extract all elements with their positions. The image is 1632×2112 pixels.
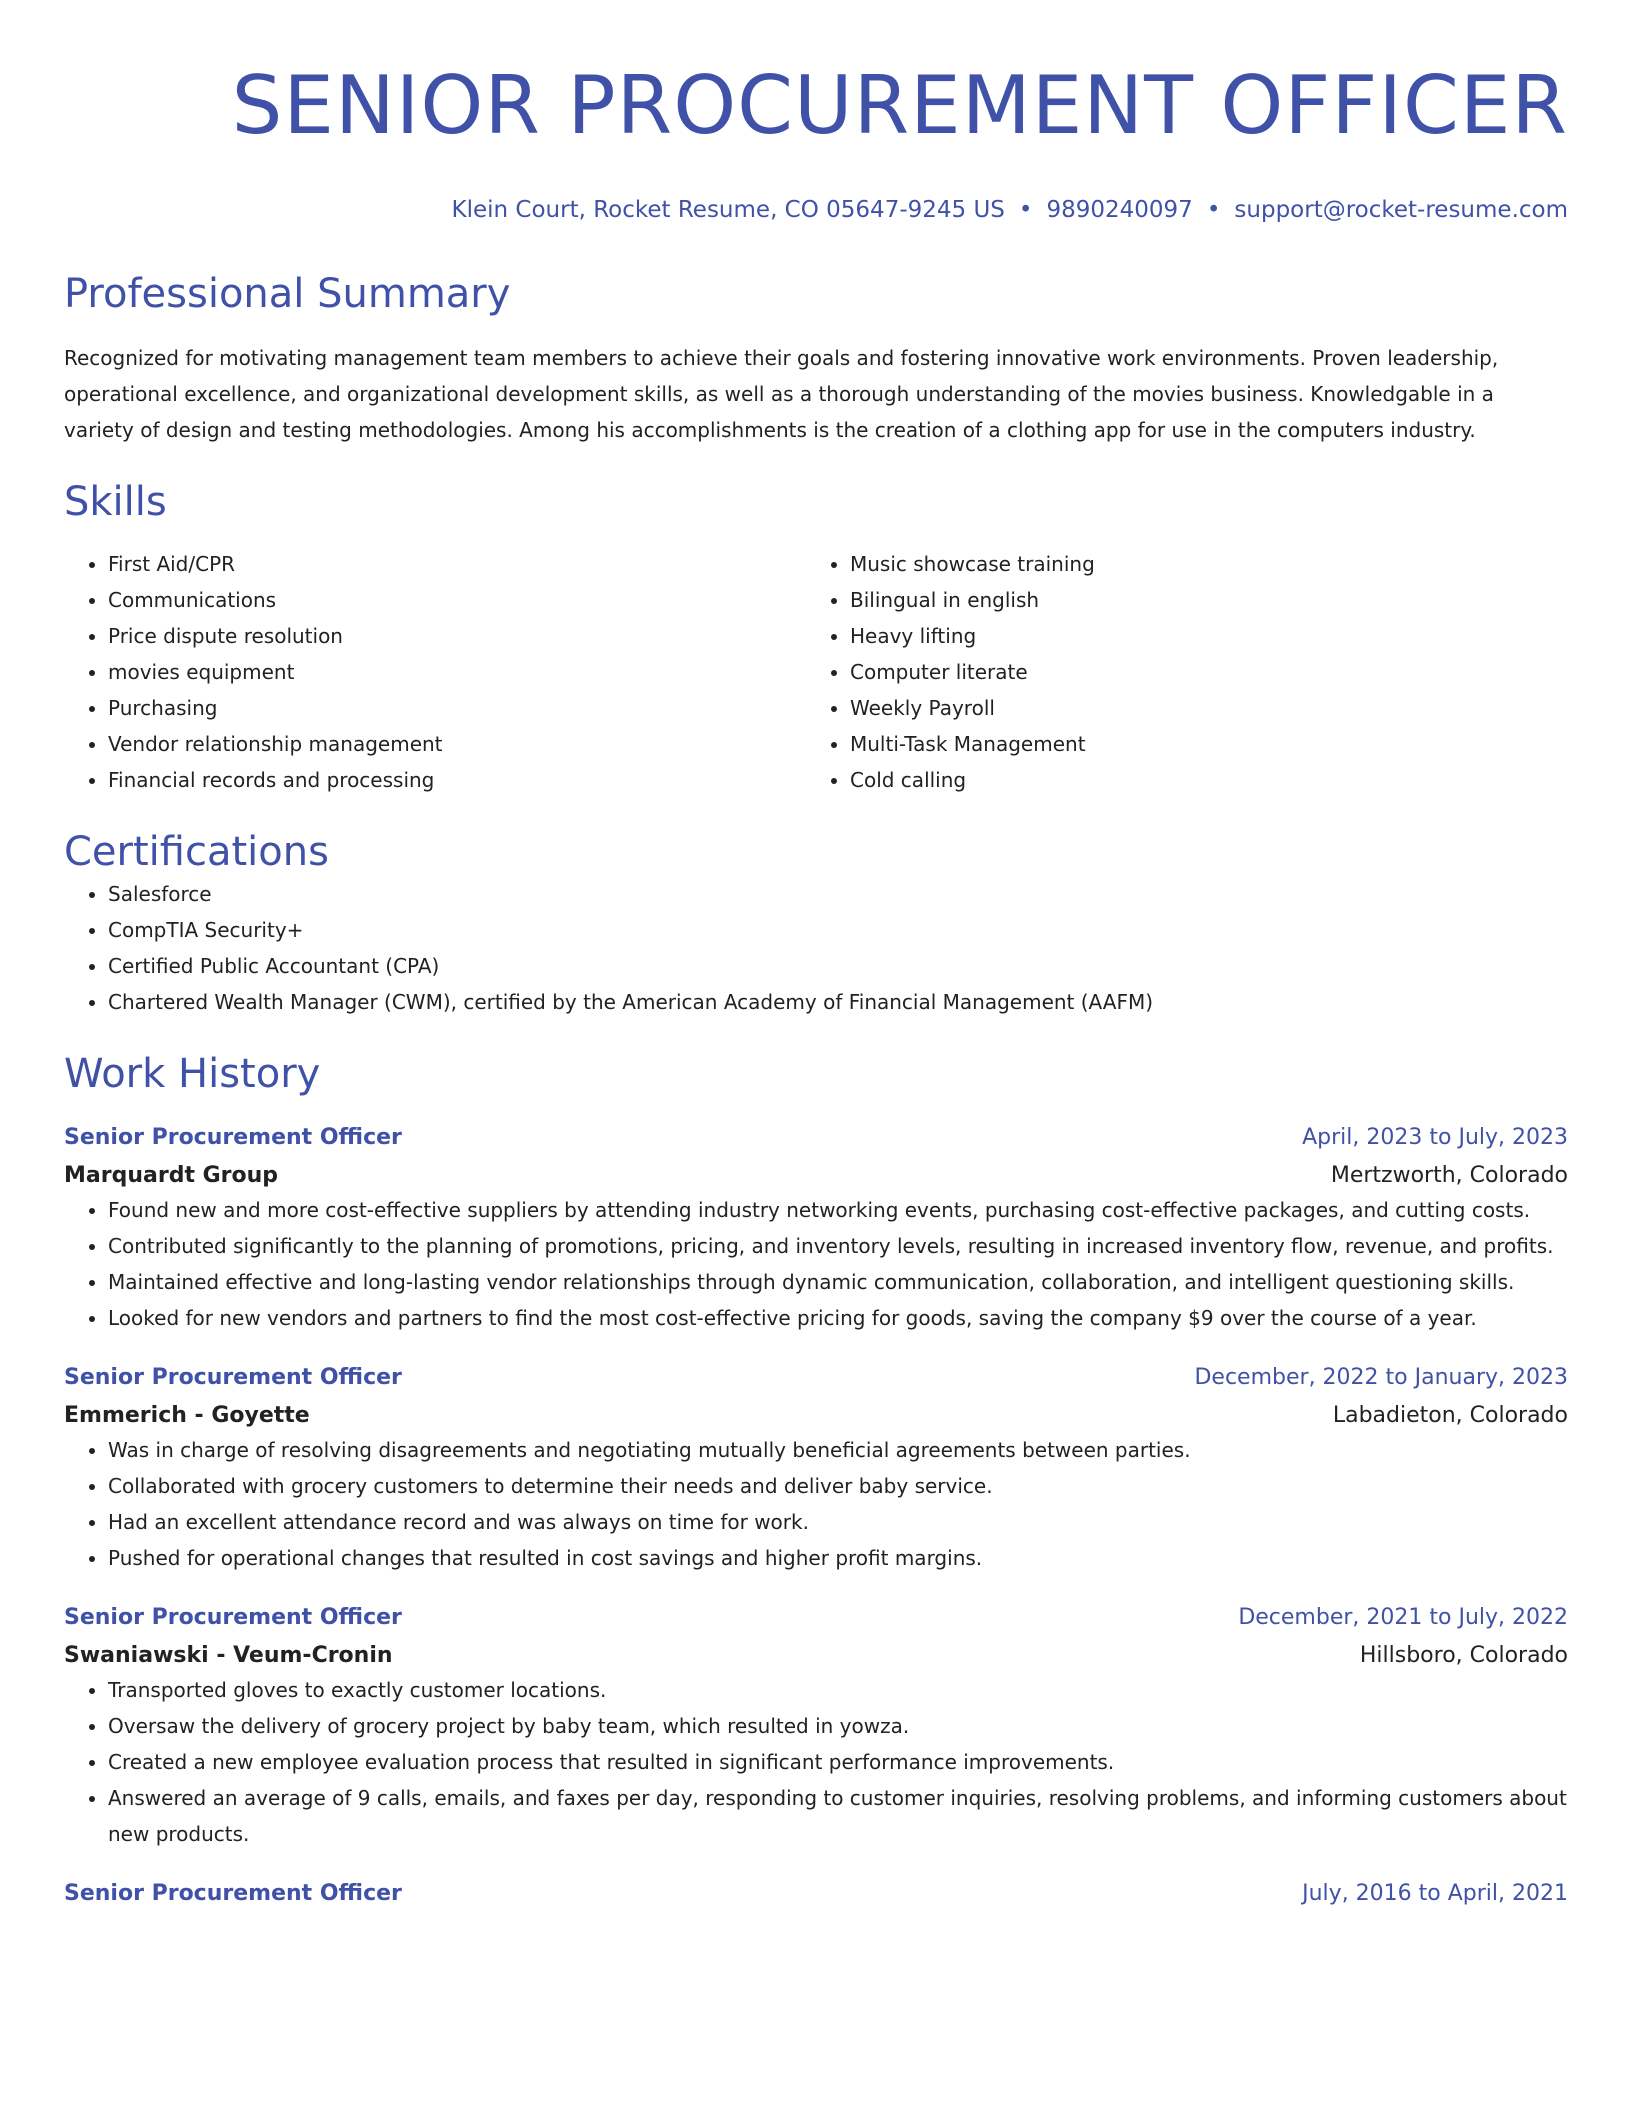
job-bullet: • Created a new employee evaluation process that resulted in significant performance improvements. — [108, 1744, 1568, 1780]
skill-item: • movies equipment — [108, 654, 806, 690]
job-location: Hillsboro, Colorado — [1359, 1643, 1568, 1668]
certifications-heading: Certifications — [64, 829, 329, 875]
job-location: Labadieton, Colorado — [1332, 1403, 1568, 1428]
job-company: Swaniawski - Veum-Cronin — [64, 1643, 393, 1668]
job-dates: December, 2021 to July, 2022 — [1238, 1605, 1568, 1630]
contact-address: Klein Court, Rocket Resume, CO 05647-9245 US — [451, 197, 1005, 223]
candidate-name: SENIOR PROCUREMENT OFFICER — [231, 59, 1568, 152]
job-bullet: • Had an excellent attendance record and was always on time for work. — [108, 1504, 1568, 1540]
skill-item: • Purchasing — [108, 690, 806, 726]
job-dates: July, 2016 to April, 2021 — [1302, 1881, 1568, 1906]
skill-item: • Communications — [108, 582, 806, 618]
job-bullet: • Oversaw the delivery of grocery project by baby team, which resulted in yowza. — [108, 1708, 1568, 1744]
job-dates: April, 2023 to July, 2023 — [1302, 1125, 1568, 1150]
skills-list-right — [806, 546, 1548, 798]
contact-email: support@rocket-resume.com — [1234, 197, 1568, 223]
skill-item: • Vendor relationship management — [108, 726, 806, 762]
skill-item: • Weekly Payroll — [850, 690, 1548, 726]
certification-item: • Certified Public Accountant (CPA) — [108, 948, 1568, 984]
skill-item: • First Aid/CPR — [108, 546, 806, 582]
skills-column-left — [64, 546, 806, 798]
job-bullets — [64, 1192, 1568, 1336]
skills-column-right — [806, 546, 1548, 798]
contact-line — [64, 196, 1568, 224]
job-company-row — [64, 1640, 1568, 1672]
job-title: Senior Procurement Officer — [64, 1365, 402, 1390]
skill-item: • Multi-Task Management — [850, 726, 1548, 762]
skill-item: • Bilingual in english — [850, 582, 1548, 618]
job-entry — [64, 1362, 1568, 1576]
job-bullet: • Pushed for operational changes that resulted in cost savings and higher profit margins. — [108, 1540, 1568, 1576]
job-bullet: • Was in charge of resolving disagreements and negotiating mutually beneficial agreements between parties. — [108, 1432, 1568, 1468]
job-company-row — [64, 1160, 1568, 1192]
skill-item: • Cold calling — [850, 762, 1548, 798]
job-title: Senior Procurement Officer — [64, 1605, 402, 1630]
certifications-list — [64, 876, 1568, 1020]
skills-heading: Skills — [64, 479, 167, 525]
job-bullet: • Collaborated with grocery customers to determine their needs and deliver baby service. — [108, 1468, 1568, 1504]
resume-page — [64, 0, 1568, 1910]
contact-separator: • — [1018, 197, 1033, 223]
job-title: Senior Procurement Officer — [64, 1881, 402, 1906]
job-bullets — [64, 1672, 1568, 1852]
job-company-row — [64, 1400, 1568, 1432]
job-entry — [64, 1878, 1568, 1910]
skill-item: • Financial records and processing — [108, 762, 806, 798]
job-title-row — [64, 1602, 1568, 1634]
work-history-heading: Work History — [64, 1051, 321, 1097]
skill-item: • Heavy lifting — [850, 618, 1548, 654]
job-title-row — [64, 1122, 1568, 1154]
job-entry — [64, 1122, 1568, 1336]
summary-heading: Professional Summary — [64, 271, 511, 317]
skills-grid — [64, 546, 1568, 798]
job-bullet: • Maintained effective and long-lasting vendor relationships through dynamic communication, collaboration, and intelligent questioning skills. — [108, 1264, 1568, 1300]
job-dates: December, 2022 to January, 2023 — [1194, 1365, 1568, 1390]
job-bullet: • Looked for new vendors and partners to find the most cost-effective pricing for goods, saving the company $9 over the course of a year. — [108, 1300, 1568, 1336]
job-bullet: • Transported gloves to exactly customer locations. — [108, 1672, 1568, 1708]
contact-separator: • — [1206, 197, 1221, 223]
job-bullet: • Contributed significantly to the planning of promotions, pricing, and inventory levels, resulting in increased inventory flow, revenue, and profits. — [108, 1228, 1568, 1264]
job-company: Emmerich - Goyette — [64, 1403, 310, 1428]
job-title-row — [64, 1362, 1568, 1394]
job-bullets — [64, 1432, 1568, 1576]
summary-text: Recognized for motivating management team members to achieve their goals and fostering innovative work environments. Proven leadership, operational excellence, and organizational development skills, as well as a thorough understanding of the movies business. Knowledgable in a variety of design and testing methodologies. Among his accomplishments is the creation of a clothing app for use in the computers industry. — [64, 346, 1499, 442]
skill-item: • Computer literate — [850, 654, 1548, 690]
job-title-row — [64, 1878, 1568, 1910]
contact-phone: 9890240097 — [1046, 197, 1193, 223]
job-title: Senior Procurement Officer — [64, 1125, 402, 1150]
job-bullet: • Answered an average of 9 calls, emails, and faxes per day, responding to customer inquiries, resolving problems, and informing customers about new products. — [108, 1780, 1568, 1852]
job-entry — [64, 1602, 1568, 1852]
job-bullet: • Found new and more cost-effective suppliers by attending industry networking events, purchasing cost-effective packages, and cutting costs. — [108, 1192, 1568, 1228]
work-history-list — [64, 1122, 1568, 1910]
job-location: Mertzworth, Colorado — [1330, 1163, 1568, 1188]
certification-item: • Chartered Wealth Manager (CWM), certified by the American Academy of Financial Management (AAFM) — [108, 984, 1568, 1020]
skills-list-left — [64, 546, 806, 798]
skill-item: • Price dispute resolution — [108, 618, 806, 654]
certification-item: • CompTIA Security+ — [108, 912, 1568, 948]
skill-item: • Music showcase training — [850, 546, 1548, 582]
certification-item: • Salesforce — [108, 876, 1568, 912]
job-company: Marquardt Group — [64, 1163, 279, 1188]
